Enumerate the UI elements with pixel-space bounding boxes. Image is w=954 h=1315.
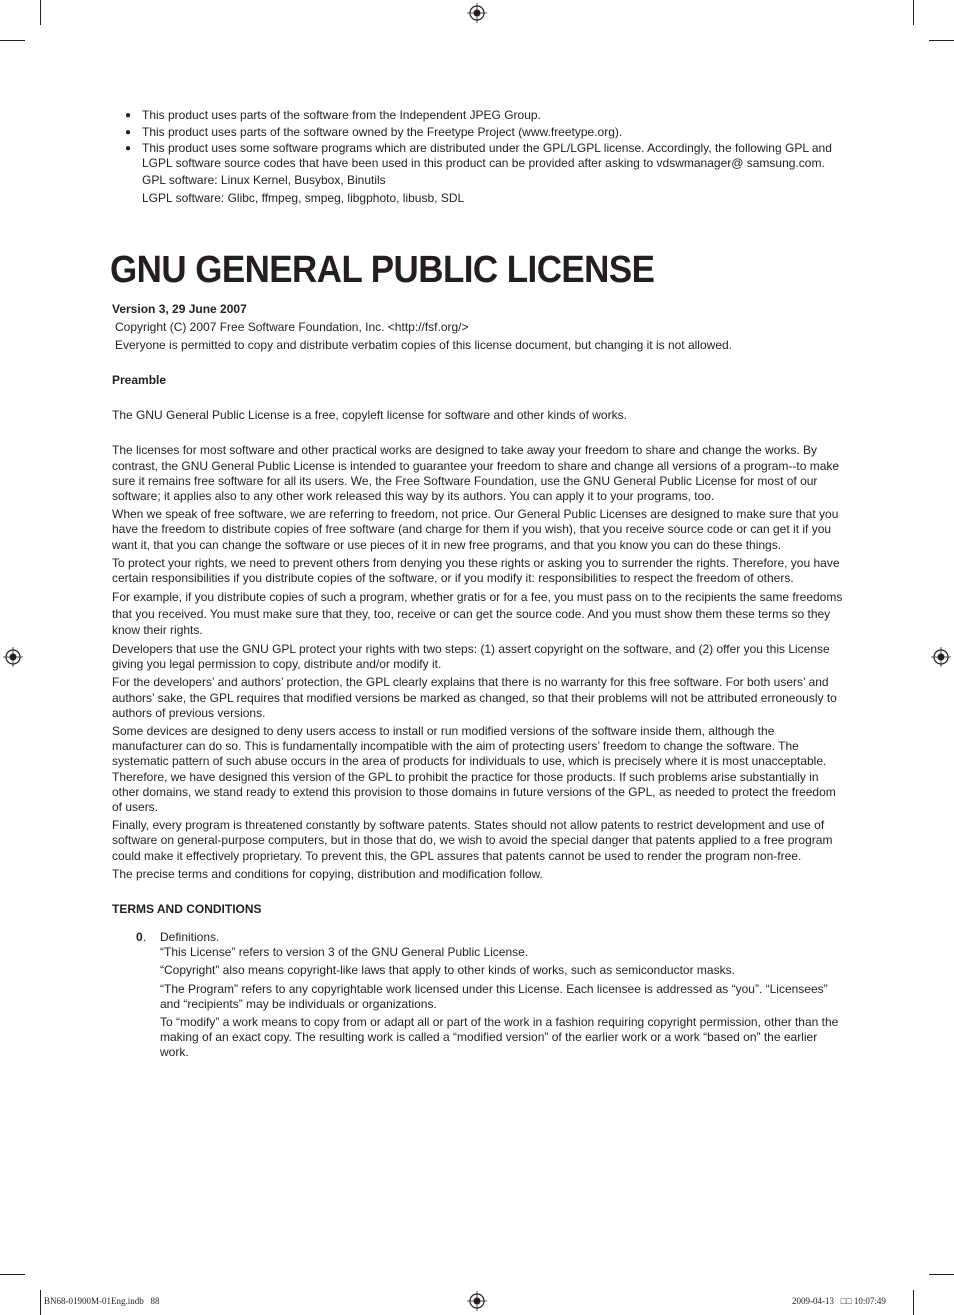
crop-mark-top-left-h bbox=[0, 40, 25, 41]
list-item-text: This product uses some software programs which are distributed under the GPL/LGPL license. Accordingly, the following GPL and LGPL software source codes that have been used in this product can be provided after asking to vdswmanager@ samsung.com. bbox=[142, 141, 832, 171]
paragraph: To protect your rights, we need to prevent others from denying you these rights or asking you to surrender the rights. Therefore, you have certain responsibilities if you distribute copies of the software, or if you modify it: responsibilities to respect the freedom of others. bbox=[112, 555, 840, 586]
bullet-icon: ● bbox=[125, 126, 132, 138]
paragraph: The precise terms and conditions for copying, distribution and modification follow. bbox=[112, 866, 543, 881]
list-item bbox=[125, 141, 844, 206]
crop-mark-bottom-left-v bbox=[40, 1290, 41, 1315]
crop-mark-top-right-v bbox=[913, 0, 914, 25]
term-title: Definitions. bbox=[160, 930, 220, 945]
registration-mark-icon bbox=[931, 647, 951, 667]
bullet-icon: ● bbox=[125, 143, 132, 155]
crop-mark-bottom-right-v bbox=[913, 1290, 914, 1315]
lgpl-software-line: LGPL software: Glibc, ffmpeg, smpeg, libgphoto, libusb, SDL bbox=[142, 191, 465, 206]
footer-file-info: BN68-01900M-01Eng.indb 88 bbox=[44, 1296, 160, 1306]
paragraph: Finally, every program is threatened constantly by software patents. States should not allow patents to restrict development and use of software on general-purpose computers, but in those that do, we wish to avoid the special danger that patents applied to a free program could make it effectively proprietary. To prevent this, the GPL assures that patents cannot be used to render the program non-free. bbox=[112, 818, 833, 863]
list-item bbox=[125, 124, 844, 140]
list-item-text: This product uses parts of the software owned by the Freetype Project (www.freetype.org). bbox=[142, 124, 623, 139]
paragraph: Developers that use the GNU GPL protect your rights with two steps: (1) assert copyright on the software, and (2) offer you this License giving you legal permission to copy, distribute and/or modify it. bbox=[112, 642, 830, 672]
registration-mark-icon bbox=[467, 3, 487, 23]
bullet-icon: ● bbox=[125, 110, 132, 121]
registration-mark-icon bbox=[3, 647, 23, 667]
license-version: Version 3, 29 June 2007 bbox=[112, 302, 247, 317]
paragraph: Some devices are designed to deny users access to install or run modified versions of the software inside them, although the manufacturer can do so. This is fundamentally incompatible with the aim of protecting users’ freedom to change the software. The systematic pattern of such abuse occurs in the area of products for individuals to use, which is precisely where it is most unacceptable. Therefore, we have designed this version of the GPL to prohibit the practice for those products. If such problems arise substantially in other domains, we stand ready to extend this provision to those domains in future versions of the GPL, as needed to protect the freedom of users. bbox=[112, 724, 836, 815]
definition-line: “Copyright” also means copyright-like laws that apply to other kinds of works, such as semiconductor masks. bbox=[160, 963, 735, 978]
definition-line: To “modify” a work means to copy from or adapt all or part of the work in a fashion requiring copyright permission, other than the making of an exact copy. The resulting work is called a “modified version” of the earlier work or a work “based on” the earlier work. bbox=[160, 1015, 839, 1060]
term-0 bbox=[136, 930, 844, 1061]
term-number: 0 bbox=[136, 930, 143, 945]
list-item bbox=[125, 108, 844, 123]
paragraph: When we speak of free software, we are referring to freedom, not price. Our General Public Licenses are designed to make sure that you have the freedom to distribute copies of free software (and charge for them if you wish), that you receive source code or can get it if you want it, that you can change the software or use pieces of it in new free programs, and that you know you can do these things. bbox=[112, 507, 839, 552]
preamble-heading: Preamble bbox=[112, 373, 167, 388]
paragraph: For the developers’ and authors’ protection, the GPL clearly explains that there is no warranty for this free software. For both users’ and authors’ sake, the GPL requires that modified versions be marked as changed, so that their problems will not be attributed erroneously to authors of previous versions. bbox=[112, 675, 837, 720]
term-body bbox=[160, 930, 844, 1061]
crop-mark-top-left-v bbox=[40, 0, 41, 25]
paragraph: The licenses for most software and other practical works are designed to take away your freedom to share and change the works. By contrast, the GNU General Public License is intended to guarantee your freedom to share and change all versions of a program--to make sure it remains free software for all its users. We, the Free Software Foundation, use the GNU General Public License for most of our software; it applies also to any other work released this way by its authors. You can apply it to your programs, too. bbox=[112, 443, 840, 503]
footer-timestamp: 2009-04-13 □□ 10:07:49 bbox=[792, 1296, 886, 1306]
software-notice-list bbox=[112, 108, 844, 206]
crop-mark-bottom-left-h bbox=[0, 1274, 25, 1275]
definition-line: “The Program” refers to any copyrightable work licensed under this License. Each licensee is addressed as “you”. “Licensees” and “recipients” may be individuals or organizations. bbox=[160, 981, 828, 1011]
copyright-line: Copyright (C) 2007 Free Software Foundation, Inc. <http://fsf.org/> bbox=[115, 320, 469, 335]
terms-heading: TERMS AND CONDITIONS bbox=[112, 902, 262, 917]
preamble-body bbox=[112, 443, 844, 882]
crop-mark-top-right-h bbox=[929, 40, 954, 41]
permission-line: Everyone is permitted to copy and distribute verbatim copies of this license document, but changing it is not allowed. bbox=[115, 338, 732, 353]
gpl-software-line: GPL software: Linux Kernel, Busybox, Binutils bbox=[142, 173, 386, 188]
page-content bbox=[112, 108, 844, 1064]
term-number-dot: . bbox=[143, 930, 147, 945]
crop-mark-bottom-right-h bbox=[929, 1274, 954, 1275]
list-item-text: This product uses parts of the software from the Independent JPEG Group. bbox=[142, 108, 541, 122]
registration-mark-icon bbox=[467, 1291, 487, 1311]
definition-line: “This License” refers to version 3 of the GNU General Public License. bbox=[160, 945, 529, 960]
page-title: GNU GENERAL PUBLIC LICENSE bbox=[110, 249, 655, 292]
preamble-intro: The GNU General Public License is a free, copyleft license for software and other kinds of works. bbox=[112, 408, 627, 423]
paragraph: For example, if you distribute copies of such a program, whether gratis or for a fee, you must pass on to the recipients the same freedoms that you received. You must make sure that they, too, receive or can get the source code. And you must show them these terms so they know their rights. bbox=[112, 590, 843, 638]
